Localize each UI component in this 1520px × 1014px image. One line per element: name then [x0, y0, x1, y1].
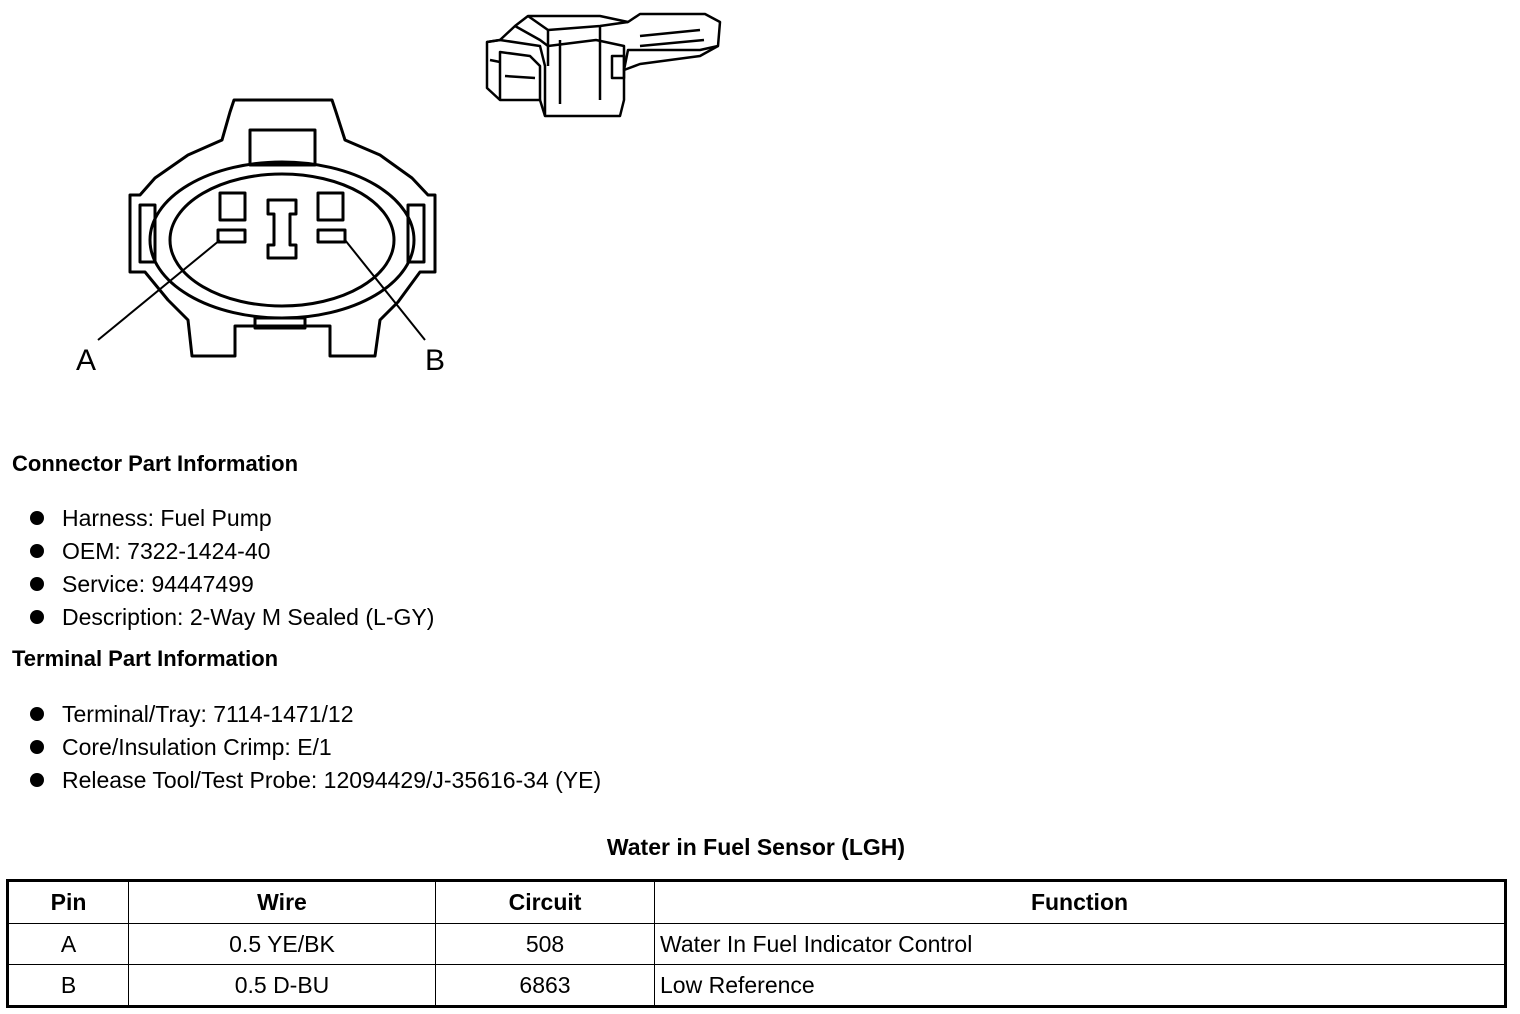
bullet-icon — [30, 610, 44, 624]
column-header-wire: Wire — [129, 881, 436, 924]
column-header-function: Function — [655, 881, 1506, 924]
bullet-icon — [30, 707, 44, 721]
list-item — [28, 734, 601, 767]
bullet-icon — [30, 773, 44, 787]
table-row — [8, 924, 1506, 965]
list-item — [28, 538, 434, 571]
column-header-circuit: Circuit — [436, 881, 655, 924]
list-item — [28, 767, 601, 800]
connector-info-heading: Connector Part Information — [12, 451, 299, 476]
column-header-pin: Pin — [8, 881, 129, 924]
cell-function: Water In Fuel Indicator Control — [655, 924, 1506, 965]
list-item — [28, 604, 434, 637]
cell-function: Low Reference — [655, 965, 1506, 1007]
list-item-text: Harness: Fuel Pump — [62, 505, 272, 531]
list-item — [28, 701, 601, 734]
cell-pin: A — [8, 924, 129, 965]
list-item-text: Terminal/Tray: 7114-1471/12 — [62, 701, 354, 727]
terminal-info-list — [28, 701, 601, 800]
cell-circuit: 6863 — [436, 965, 655, 1007]
cell-circuit: 508 — [436, 924, 655, 965]
table-row — [8, 965, 1506, 1007]
cell-wire: 0.5 YE/BK — [129, 924, 436, 965]
list-item-text: Description: 2-Way M Sealed (L-GY) — [62, 604, 435, 630]
bullet-icon — [30, 577, 44, 591]
pinout-table — [6, 879, 1507, 1008]
cell-wire: 0.5 D-BU — [129, 965, 436, 1007]
list-item-text: Core/Insulation Crimp: E/1 — [62, 734, 332, 760]
pin-b-label: B — [425, 344, 446, 377]
connector-face-view — [98, 100, 435, 356]
list-item-text: Release Tool/Test Probe: 12094429/J-35616-34 (YE) — [62, 767, 602, 793]
pin-a-label: A — [76, 344, 97, 377]
terminal-info-heading: Terminal Part Information — [12, 646, 279, 671]
bullet-icon — [30, 740, 44, 754]
list-item — [28, 505, 434, 538]
bullet-icon — [30, 511, 44, 525]
bullet-icon — [30, 544, 44, 558]
list-item — [28, 571, 434, 604]
list-item-text: OEM: 7322-1424-40 — [62, 538, 271, 564]
connector-info-list — [28, 505, 434, 637]
list-item-text: Service: 94447499 — [62, 571, 254, 597]
connector-diagram — [0, 0, 760, 400]
table-header-row — [8, 881, 1506, 924]
cell-pin: B — [8, 965, 129, 1007]
connector-3d-sketch — [487, 14, 720, 116]
pin-a-leader-line — [98, 240, 220, 340]
table-title: Water in Fuel Sensor (LGH) — [606, 834, 906, 860]
